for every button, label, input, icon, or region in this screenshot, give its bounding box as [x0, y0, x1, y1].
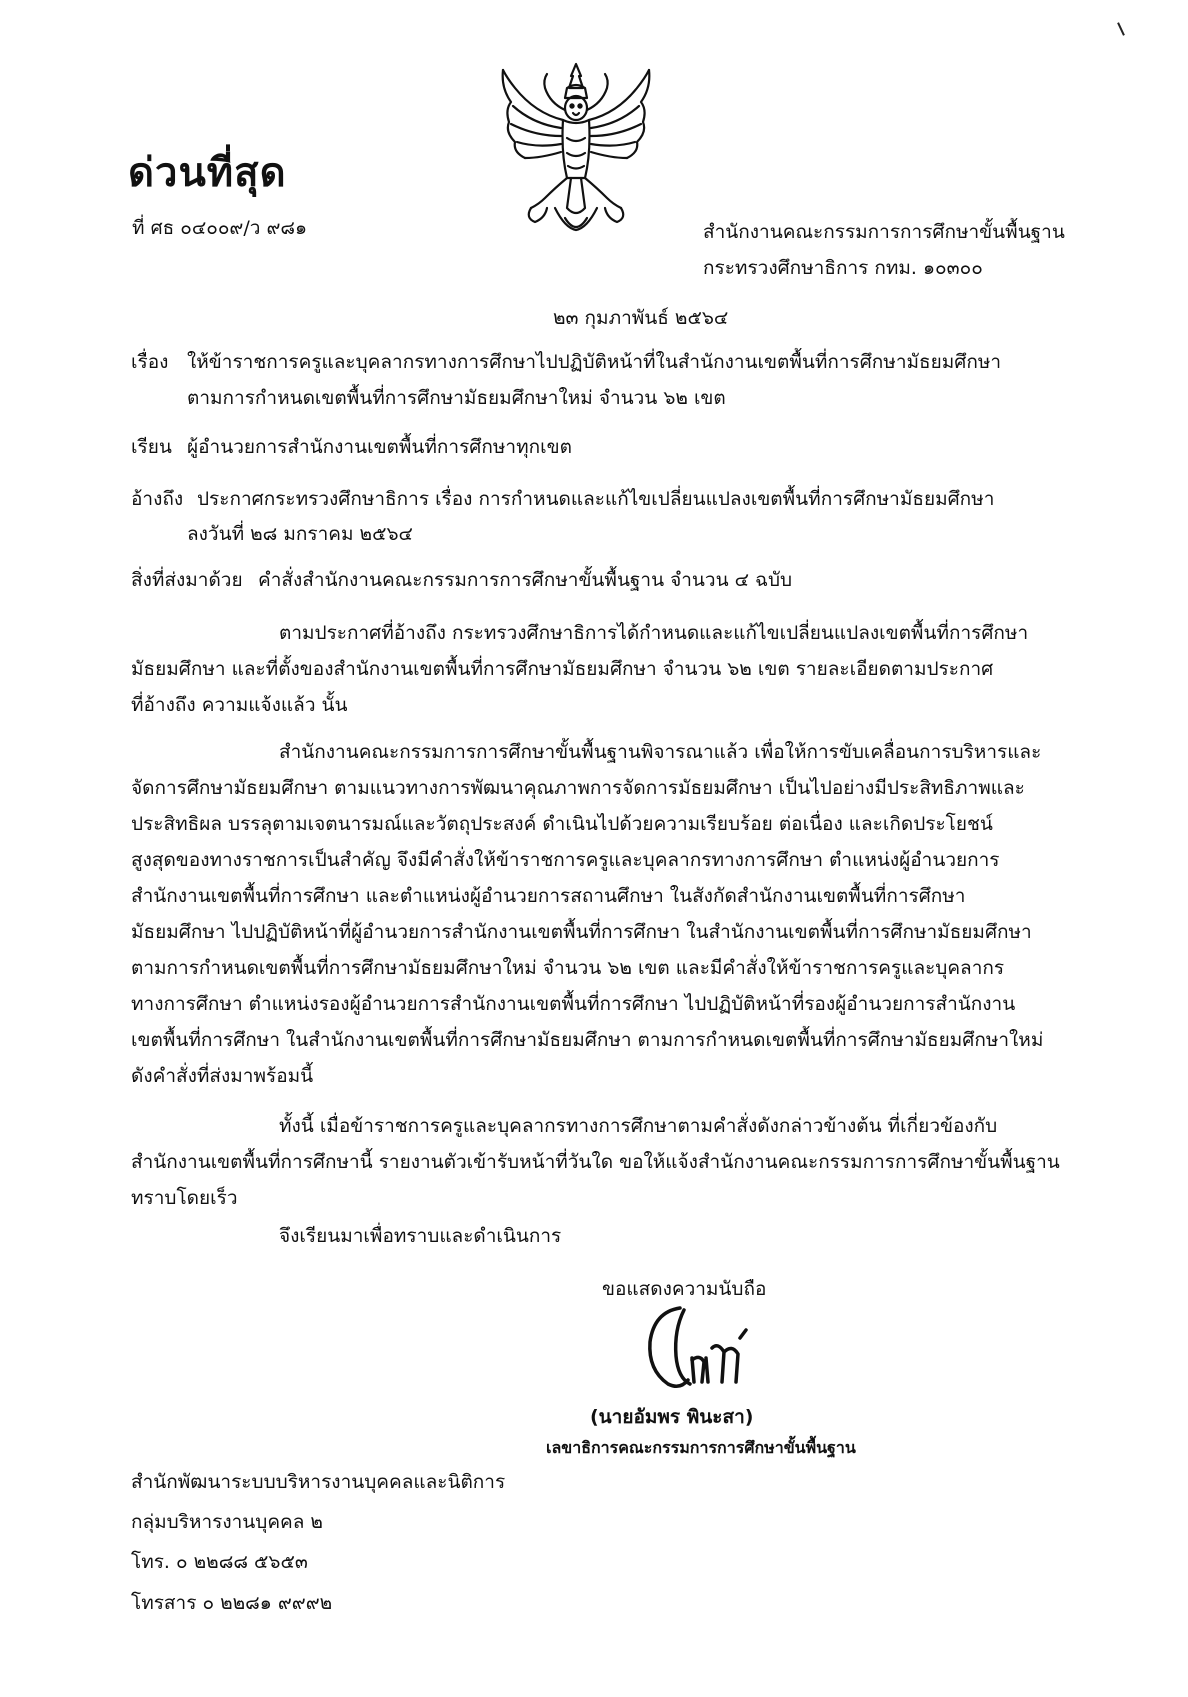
reference-line-2: ลงวันที่ ๒๘ มกราคม ๒๕๖๔ — [187, 523, 413, 545]
paragraph-line: สำนักงานเขตพื้นที่การศึกษา และตำแหน่งผู้อำนวยการสถานศึกษา ในสังกัดสำนักงานเขตพื้นที่การศึกษา — [131, 885, 966, 907]
issuing-office: สำนักงานคณะกรรมการการศึกษาขั้นพื้นฐาน — [703, 221, 1065, 243]
signatory-name: (นายอัมพร พินะสา) — [590, 1406, 754, 1428]
enclosure-text: คำสั่งสำนักงานคณะกรรมการการศึกษาขั้นพื้นฐาน จำนวน ๔ ฉบับ — [258, 569, 793, 591]
body-paragraph-3 — [131, 1108, 1071, 1216]
document-number: ที่ ศธ ๐๔๐๐๙/ว ๙๘๑ — [132, 217, 308, 239]
footer-fax: โทรสาร ๐ ๒๒๘๑ ๙๙๙๒ — [131, 1592, 333, 1614]
paragraph-line: เขตพื้นที่การศึกษา ในสำนักงานเขตพื้นที่การศึกษามัธยมศึกษา ตามการกำหนดเขตพื้นที่การศึกษามัธยมศึกษาใหม่ — [131, 1029, 1044, 1051]
body-paragraph-1 — [131, 615, 1071, 723]
garuda-emblem-icon — [495, 58, 657, 238]
paragraph-line: ประสิทธิผล บรรลุตามเจตนารมณ์และวัตถุประสงค์ ดำเนินไปด้วยความเรียบร้อย ต่อเนื่อง และเกิดประโยชน์ — [131, 813, 993, 835]
subject-line-2: ตามการกำหนดเขตพื้นที่การศึกษามัธยมศึกษาใหม่ จำนวน ๖๒ เขต — [187, 387, 726, 409]
paragraph-line: ที่อ้างถึง ความแจ้งแล้ว นั้น — [131, 694, 348, 716]
footer-phone: โทร. ๐ ๒๒๘๘ ๕๖๕๓ — [131, 1551, 308, 1573]
paragraph-line: มัธยมศึกษา และที่ตั้งของสำนักงานเขตพื้นที่การศึกษามัธยมศึกษา จำนวน ๖๒ เขต รายละเอียดตามประกาศ — [131, 658, 994, 680]
paragraph-line: ทางการศึกษา ตำแหน่งรองผู้อำนวยการสำนักงานเขตพื้นที่การศึกษา ไปปฏิบัติหน้าที่รองผู้อำนวยการสำนักงาน — [131, 993, 1016, 1015]
paragraph-line: ดังคำสั่งที่ส่งมาพร้อมนี้ — [131, 1065, 314, 1087]
recipient-label: เรียน — [131, 436, 172, 458]
salutation: ขอแสดงความนับถือ — [602, 1278, 767, 1300]
body-paragraph-2 — [131, 734, 1071, 1094]
footer-group: กลุ่มบริหารงานบุคคล ๒ — [131, 1511, 323, 1533]
footer-office: สำนักพัฒนาระบบบริหารงานบุคคลและนิติการ — [131, 1471, 506, 1493]
document-date: ๒๓ กุมภาพันธ์ ๒๕๖๔ — [553, 307, 729, 329]
paragraph-line: มัธยมศึกษา ไปปฏิบัติหน้าที่ผู้อำนวยการสำนักงานเขตพื้นที่การศึกษา ในสำนักงานเขตพื้นที่การศึกษามัธยมศึกษา — [131, 921, 1032, 943]
paragraph-line: สำนักงานเขตพื้นที่การศึกษานี้ รายงานตัวเข้ารับหน้าที่วันใด ขอให้แจ้งสำนักงานคณะกรรมการการศึกษาขั้นพื้นฐาน — [131, 1151, 1060, 1173]
scan-mark — [1117, 22, 1125, 36]
subject-label: เรื่อง — [131, 351, 169, 373]
recipient-text: ผู้อำนวยการสำนักงานเขตพื้นที่การศึกษาทุกเขต — [187, 436, 572, 458]
urgency-heading: ด่วนที่สุด — [128, 150, 287, 196]
reference-line-1: ประกาศกระทรวงศึกษาธิการ เรื่อง การกำหนดและแก้ไขเปลี่ยนแปลงเขตพื้นที่การศึกษามัธยมศึกษา — [197, 488, 995, 510]
signatory-title: เลขาธิการคณะกรรมการการศึกษาขั้นพื้นฐาน — [546, 1438, 856, 1457]
handwritten-signature-icon — [640, 1300, 770, 1395]
issuing-ministry-address: กระทรวงศึกษาธิการ กทม. ๑๐๓๐๐ — [703, 257, 983, 279]
paragraph-line: ตามประกาศที่อ้างถึง กระทรวงศึกษาธิการได้กำหนดและแก้ไขเปลี่ยนแปลงเขตพื้นที่การศึกษา — [279, 622, 1029, 644]
paragraph-line: สูงสุดของทางราชการเป็นสำคัญ จึงมีคำสั่งให้ข้าราชการครูและบุคลากรทางการศึกษา ตำแหน่งผู้อำนวยการ — [131, 849, 1000, 871]
closing-line: จึงเรียนมาเพื่อทราบและดำเนินการ — [279, 1225, 562, 1247]
reference-label: อ้างถึง — [131, 488, 184, 510]
paragraph-line: ทั้งนี้ เมื่อข้าราชการครูและบุคลากรทางการศึกษาตามคำสั่งดังกล่าวข้างต้น ที่เกี่ยวข้องกับ — [279, 1115, 998, 1137]
paragraph-line: จัดการศึกษามัธยมศึกษา ตามแนวทางการพัฒนาคุณภาพการจัดการมัธยมศึกษา เป็นไปอย่างมีประสิทธิภาพและ — [131, 777, 1025, 799]
enclosure-label: สิ่งที่ส่งมาด้วย — [131, 569, 243, 591]
paragraph-line: ทราบโดยเร็ว — [131, 1187, 238, 1209]
subject-line-1: ให้ข้าราชการครูและบุคลากรทางการศึกษาไปปฏิบัติหน้าที่ในสำนักงานเขตพื้นที่การศึกษามัธยมศึกษา — [187, 351, 1002, 373]
paragraph-line: สำนักงานคณะกรรมการการศึกษาขั้นพื้นฐานพิจารณาแล้ว เพื่อให้การขับเคลื่อนการบริหารและ — [279, 741, 1042, 763]
paragraph-line: ตามการกำหนดเขตพื้นที่การศึกษามัธยมศึกษาใหม่ จำนวน ๖๒ เขต และมีคำสั่งให้ข้าราชการครูและบุคลากร — [131, 957, 1005, 979]
